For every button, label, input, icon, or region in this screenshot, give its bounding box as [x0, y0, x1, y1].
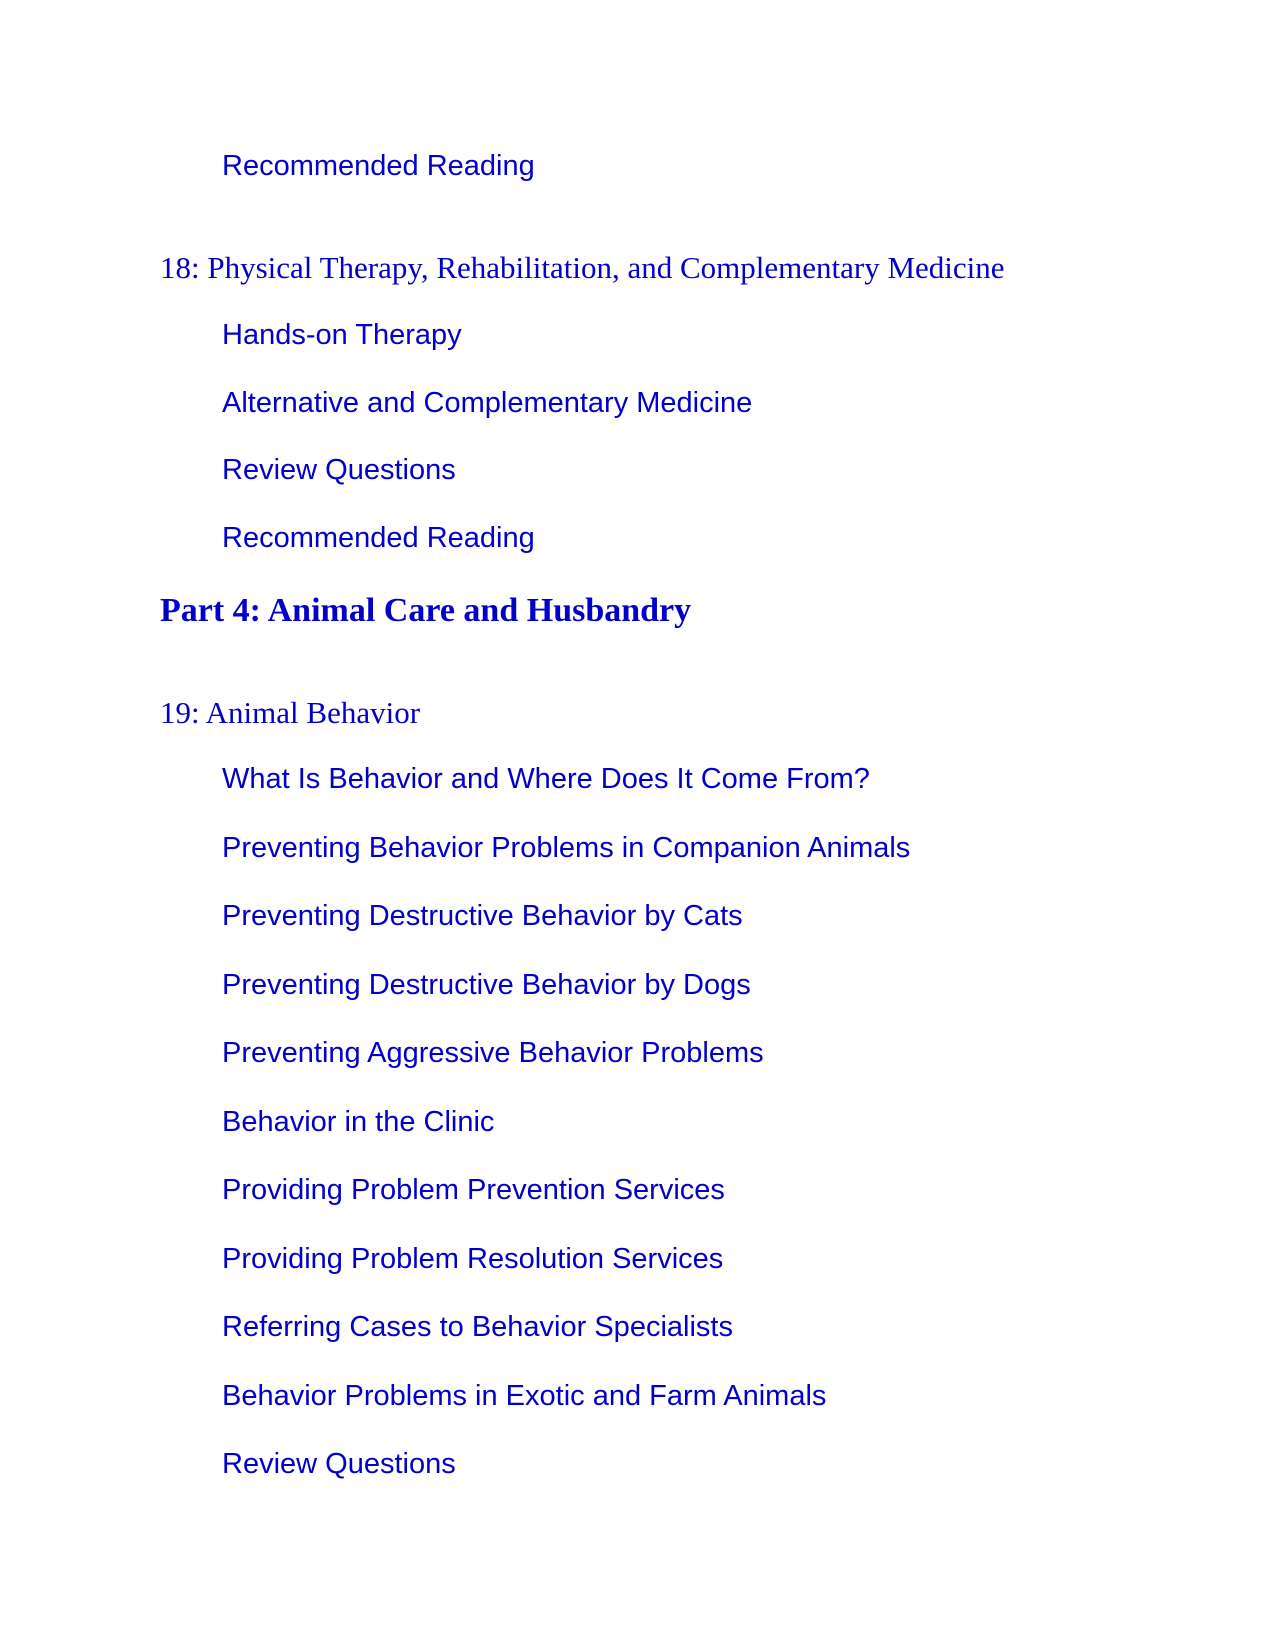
toc-section-preventing-companion-problems[interactable]: Preventing Behavior Problems in Companion Animals	[222, 832, 911, 864]
toc-section-referring-cases[interactable]: Referring Cases to Behavior Specialists	[222, 1311, 733, 1343]
toc-section-aggressive-behavior[interactable]: Preventing Aggressive Behavior Problems	[222, 1037, 764, 1069]
toc-section-exotic-farm-animals[interactable]: Behavior Problems in Exotic and Farm Animals	[222, 1380, 827, 1412]
toc-section-hands-on-therapy[interactable]: Hands-on Therapy	[222, 319, 462, 351]
toc-section-resolution-services[interactable]: Providing Problem Resolution Services	[222, 1243, 724, 1275]
toc-section-alternative-medicine[interactable]: Alternative and Complementary Medicine	[222, 387, 753, 419]
toc-chapter-18[interactable]: 18: Physical Therapy, Rehabilitation, and Complementary Medicine	[160, 250, 1005, 285]
toc-section-behavior-in-clinic[interactable]: Behavior in the Clinic	[222, 1106, 495, 1138]
toc-section-review-questions[interactable]: Review Questions	[222, 454, 456, 486]
toc-section-what-is-behavior[interactable]: What Is Behavior and Where Does It Come From?	[222, 763, 870, 795]
toc-section-recommended-reading[interactable]: Recommended Reading	[222, 522, 535, 554]
toc-section-recommended-reading[interactable]: Recommended Reading	[222, 150, 535, 182]
toc-section-destructive-dogs[interactable]: Preventing Destructive Behavior by Dogs	[222, 969, 751, 1001]
toc-section-review-questions[interactable]: Review Questions	[222, 1448, 456, 1480]
toc-chapter-19[interactable]: 19: Animal Behavior	[160, 695, 421, 730]
toc-section-prevention-services[interactable]: Providing Problem Prevention Services	[222, 1174, 725, 1206]
toc-section-destructive-cats[interactable]: Preventing Destructive Behavior by Cats	[222, 900, 743, 932]
toc-part-4[interactable]: Part 4: Animal Care and Husbandry	[160, 592, 692, 629]
